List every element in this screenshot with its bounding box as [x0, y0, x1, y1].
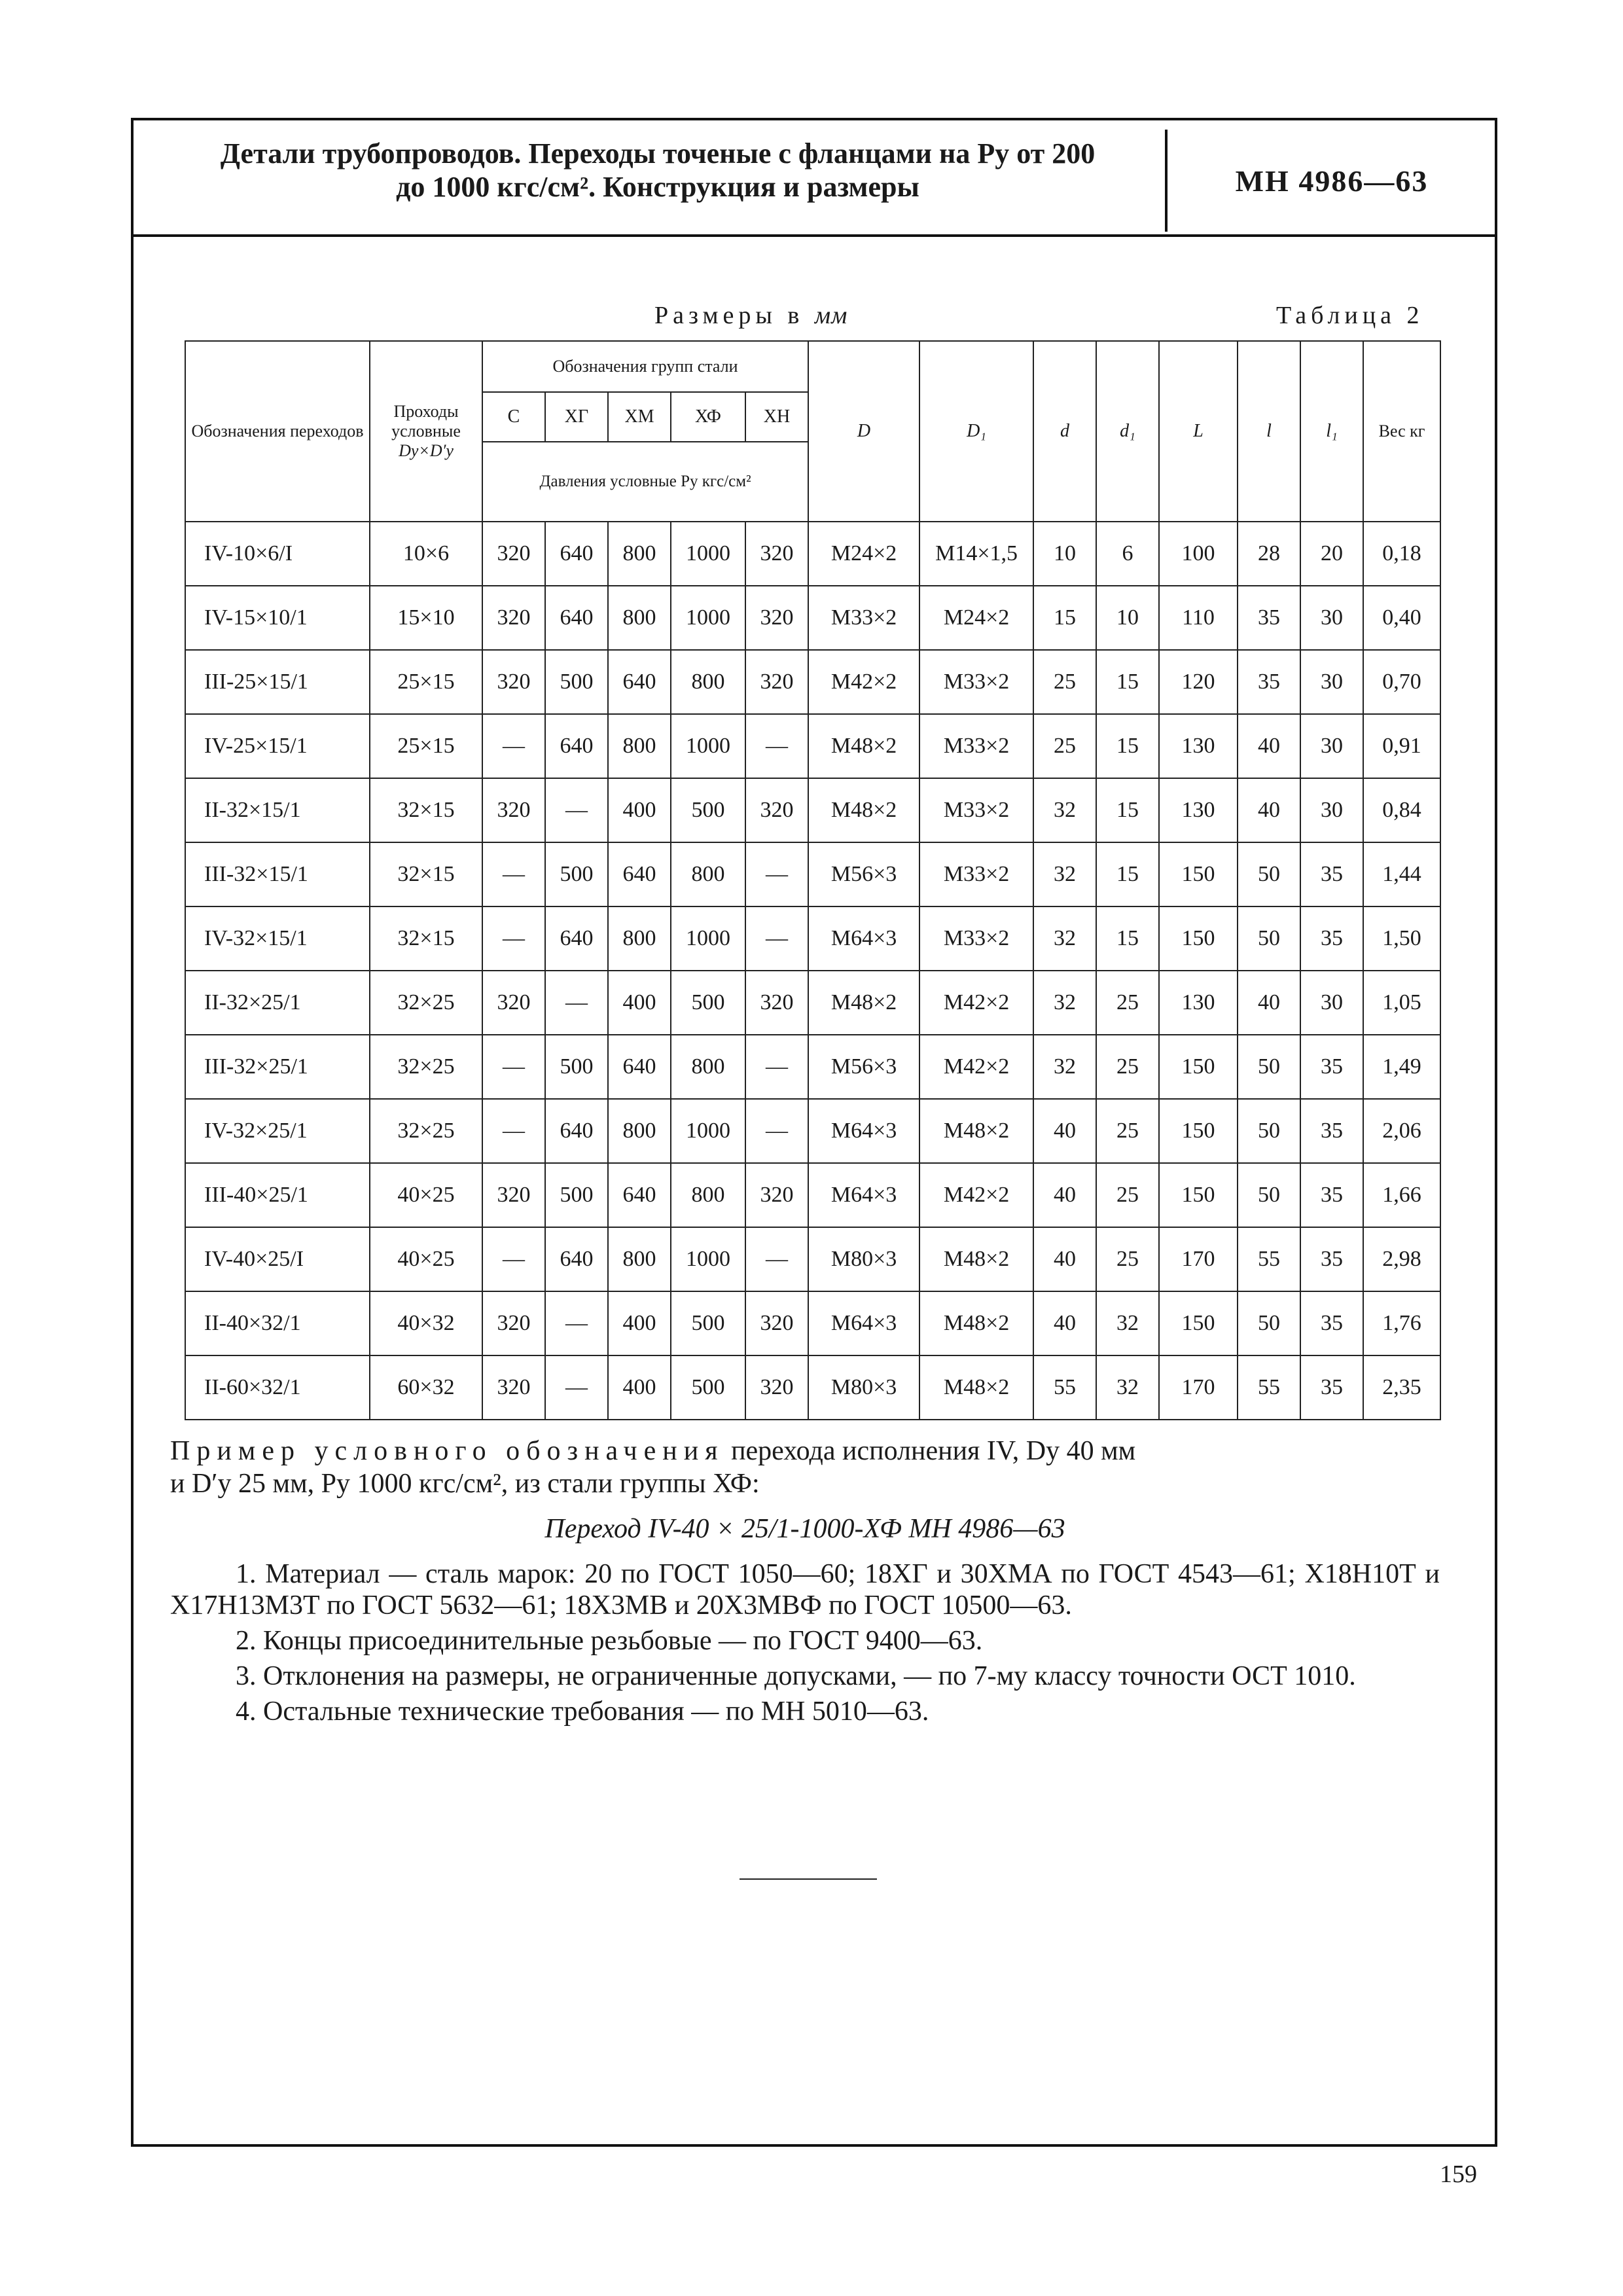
cell-pressure-xf: 1000	[671, 586, 745, 650]
cell-pressure-c: 320	[482, 586, 545, 650]
cell-l1: 35	[1300, 1355, 1363, 1420]
cell-l1: 30	[1300, 778, 1363, 842]
cell-pressure-xm: 640	[608, 650, 671, 714]
cell-pressure-xm: 640	[608, 842, 671, 906]
cell-pressure-c: 320	[482, 522, 545, 586]
table-row	[185, 1291, 1440, 1355]
cell-D1: М42×2	[919, 1035, 1033, 1099]
cell-d: 32	[1033, 842, 1096, 906]
cell-l1: 30	[1300, 650, 1363, 714]
header-pressure: Давления условные Pу кгс/см²	[482, 442, 808, 522]
table-row	[185, 1163, 1440, 1227]
cell-L: 130	[1159, 971, 1238, 1035]
cell-L: 170	[1159, 1227, 1238, 1291]
cell-L: 150	[1159, 1035, 1238, 1099]
units-caption-unit: мм	[814, 302, 848, 329]
document-code: МН 4986—63	[1235, 164, 1429, 198]
cell-l1: 35	[1300, 906, 1363, 971]
cell-L: 130	[1159, 714, 1238, 778]
cell-weight: 2,35	[1363, 1355, 1440, 1420]
table-row	[185, 586, 1440, 650]
cell-D1: М14×1,5	[919, 522, 1033, 586]
cell-pressure-xg: 500	[545, 842, 608, 906]
cell-d1: 25	[1096, 1163, 1159, 1227]
cell-D1: М33×2	[919, 650, 1033, 714]
cell-weight: 0,91	[1363, 714, 1440, 778]
cell-pressure-xf: 500	[671, 1355, 745, 1420]
cell-D: М80×3	[808, 1227, 919, 1291]
example-text-line-1: перехода исполнения IV, Dу 40 мм	[731, 1436, 1136, 1466]
table-caption: Таблица 2	[1276, 302, 1424, 329]
cell-weight: 0,40	[1363, 586, 1440, 650]
cell-pressure-xf: 1000	[671, 714, 745, 778]
cell-passage: 32×15	[370, 842, 482, 906]
cell-d1: 25	[1096, 1035, 1159, 1099]
cell-pressure-xf: 1000	[671, 1227, 745, 1291]
cell-pressure-xn: 320	[745, 971, 808, 1035]
cell-designation: IV-15×10/1	[185, 586, 370, 650]
cell-passage: 15×10	[370, 586, 482, 650]
cell-l: 50	[1238, 1099, 1300, 1163]
header-d: d	[1033, 341, 1096, 522]
cell-pressure-xn: —	[745, 906, 808, 971]
cell-weight: 1,49	[1363, 1035, 1440, 1099]
cell-pressure-xf: 500	[671, 778, 745, 842]
cell-L: 130	[1159, 778, 1238, 842]
cell-D1: М33×2	[919, 842, 1033, 906]
cell-d1: 15	[1096, 650, 1159, 714]
document-title	[170, 137, 1145, 204]
cell-d1: 15	[1096, 778, 1159, 842]
cell-pressure-xm: 400	[608, 1291, 671, 1355]
header-L: L	[1159, 341, 1238, 522]
cell-d: 32	[1033, 778, 1096, 842]
header-steel-xm: ХМ	[608, 392, 671, 442]
cell-D1: М48×2	[919, 1355, 1033, 1420]
table-row	[185, 714, 1440, 778]
cell-pressure-xg: —	[545, 1355, 608, 1420]
cell-D: М56×3	[808, 842, 919, 906]
cell-D1: М33×2	[919, 714, 1033, 778]
cell-pressure-xm: 800	[608, 714, 671, 778]
cell-designation: IV-10×6/I	[185, 522, 370, 586]
cell-L: 150	[1159, 1291, 1238, 1355]
cell-pressure-xf: 500	[671, 971, 745, 1035]
cell-l1: 30	[1300, 714, 1363, 778]
note-item: 4. Остальные технические требования — по МН 5010—63.	[236, 1696, 929, 1727]
cell-weight: 1,05	[1363, 971, 1440, 1035]
cell-designation: IV-40×25/I	[185, 1227, 370, 1291]
cell-l: 55	[1238, 1355, 1300, 1420]
cell-D: М64×3	[808, 1163, 919, 1227]
title-line-2: до 1000 кгс/см². Конструкция и размеры	[396, 170, 919, 203]
cell-weight: 1,66	[1363, 1163, 1440, 1227]
cell-pressure-xg: 500	[545, 1035, 608, 1099]
cell-D1: М33×2	[919, 906, 1033, 971]
cell-pressure-xg: 500	[545, 650, 608, 714]
cell-designation: II-32×25/1	[185, 971, 370, 1035]
dimensions-table-body	[185, 522, 1440, 1420]
units-caption	[654, 301, 847, 330]
header-l1: l₁	[1300, 341, 1363, 522]
cell-D1: М48×2	[919, 1291, 1033, 1355]
cell-designation: II-40×32/1	[185, 1291, 370, 1355]
cell-weight: 2,98	[1363, 1227, 1440, 1291]
cell-l: 55	[1238, 1227, 1300, 1291]
cell-passage: 32×15	[370, 778, 482, 842]
cell-d: 32	[1033, 1035, 1096, 1099]
cell-l: 35	[1238, 650, 1300, 714]
cell-designation: III-32×25/1	[185, 1035, 370, 1099]
cell-L: 150	[1159, 1099, 1238, 1163]
cell-pressure-xg: 640	[545, 906, 608, 971]
header-D: D	[808, 341, 919, 522]
cell-d1: 25	[1096, 971, 1159, 1035]
cell-pressure-xg: —	[545, 1291, 608, 1355]
cell-D: М48×2	[808, 778, 919, 842]
cell-pressure-xf: 500	[671, 1291, 745, 1355]
header-steel-xn: ХН	[745, 392, 808, 442]
cell-D: М64×3	[808, 1099, 919, 1163]
cell-pressure-c: —	[482, 714, 545, 778]
header-l: l	[1238, 341, 1300, 522]
cell-designation: II-32×15/1	[185, 778, 370, 842]
cell-pressure-xf: 1000	[671, 906, 745, 971]
cell-designation: III-40×25/1	[185, 1163, 370, 1227]
cell-D1: М48×2	[919, 1099, 1033, 1163]
cell-l: 40	[1238, 971, 1300, 1035]
cell-passage: 40×25	[370, 1227, 482, 1291]
cell-pressure-c: 320	[482, 1291, 545, 1355]
units-caption-label: Размеры в	[654, 302, 804, 329]
cell-pressure-xm: 400	[608, 971, 671, 1035]
closing-rule	[740, 1878, 877, 1880]
cell-pressure-xn: 320	[745, 1355, 808, 1420]
header-steel-c: С	[482, 392, 545, 442]
cell-l1: 35	[1300, 1163, 1363, 1227]
table-row	[185, 906, 1440, 971]
cell-passage: 25×15	[370, 714, 482, 778]
table-row	[185, 971, 1440, 1035]
cell-weight: 0,70	[1363, 650, 1440, 714]
cell-pressure-xg: 640	[545, 586, 608, 650]
cell-L: 100	[1159, 522, 1238, 586]
cell-pressure-c: 320	[482, 778, 545, 842]
header-passages-label: Проходы условные	[391, 402, 461, 440]
technical-notes	[170, 1559, 1440, 1731]
cell-L: 120	[1159, 650, 1238, 714]
cell-pressure-xg: 640	[545, 1099, 608, 1163]
cell-D: М80×3	[808, 1355, 919, 1420]
cell-d1: 32	[1096, 1291, 1159, 1355]
cell-l: 50	[1238, 842, 1300, 906]
example-formula: Переход IV-40 × 25/1-1000-ХФ МН 4986—63	[544, 1514, 1065, 1544]
header-designation: Обозначения переходов	[185, 341, 370, 522]
cell-l1: 30	[1300, 586, 1363, 650]
cell-pressure-xn: 320	[745, 586, 808, 650]
cell-d: 40	[1033, 1291, 1096, 1355]
cell-d: 32	[1033, 906, 1096, 971]
header-bottom-rule	[131, 234, 1495, 237]
cell-pressure-xn: —	[745, 842, 808, 906]
cell-weight: 1,44	[1363, 842, 1440, 906]
cell-d1: 6	[1096, 522, 1159, 586]
cell-d: 32	[1033, 971, 1096, 1035]
cell-pressure-xf: 800	[671, 1163, 745, 1227]
header-separator	[1165, 130, 1168, 232]
cell-l: 40	[1238, 714, 1300, 778]
cell-designation: III-25×15/1	[185, 650, 370, 714]
table-row	[185, 842, 1440, 906]
cell-D1: М33×2	[919, 778, 1033, 842]
cell-passage: 32×25	[370, 1099, 482, 1163]
cell-pressure-xn: —	[745, 1227, 808, 1291]
cell-pressure-xg: 640	[545, 714, 608, 778]
cell-designation: IV-32×25/1	[185, 1099, 370, 1163]
cell-d: 55	[1033, 1355, 1096, 1420]
header-passages-formula: Dу×D′у	[399, 441, 454, 460]
cell-D: М48×2	[808, 714, 919, 778]
cell-pressure-c: —	[482, 1099, 545, 1163]
cell-d1: 25	[1096, 1099, 1159, 1163]
table-row	[185, 1035, 1440, 1099]
header-steel-groups: Обозначения групп стали	[482, 341, 808, 392]
cell-weight: 1,50	[1363, 906, 1440, 971]
cell-pressure-c: —	[482, 1227, 545, 1291]
cell-l1: 35	[1300, 842, 1363, 906]
note-item: 3. Отклонения на размеры, не ограниченные допусками, — по 7-му классу точности ОСТ 1010.	[236, 1660, 1356, 1691]
cell-l1: 20	[1300, 522, 1363, 586]
cell-d: 10	[1033, 522, 1096, 586]
cell-l: 35	[1238, 586, 1300, 650]
cell-designation: III-32×15/1	[185, 842, 370, 906]
cell-L: 170	[1159, 1355, 1238, 1420]
table-row	[185, 1355, 1440, 1420]
cell-pressure-xn: 320	[745, 522, 808, 586]
cell-l1: 35	[1300, 1099, 1363, 1163]
cell-l: 28	[1238, 522, 1300, 586]
header-d1: d₁	[1096, 341, 1159, 522]
cell-pressure-xn: —	[745, 1099, 808, 1163]
cell-pressure-xm: 800	[608, 1099, 671, 1163]
cell-pressure-c: 320	[482, 1355, 545, 1420]
note-item: 2. Концы присоединительные резьбовые — по ГОСТ 9400—63.	[236, 1625, 983, 1656]
cell-d1: 32	[1096, 1355, 1159, 1420]
cell-pressure-xm: 640	[608, 1035, 671, 1099]
example-lead: Пример условного обозначения	[170, 1436, 724, 1466]
cell-L: 110	[1159, 586, 1238, 650]
table-row	[185, 778, 1440, 842]
cell-pressure-xg: 500	[545, 1163, 608, 1227]
cell-pressure-c: 320	[482, 650, 545, 714]
cell-pressure-xf: 800	[671, 1035, 745, 1099]
page-number: 159	[1440, 2161, 1477, 2188]
cell-d: 15	[1033, 586, 1096, 650]
cell-D: М33×2	[808, 586, 919, 650]
cell-pressure-xn: 320	[745, 650, 808, 714]
cell-pressure-xf: 800	[671, 650, 745, 714]
cell-D: М64×3	[808, 1291, 919, 1355]
cell-pressure-xm: 800	[608, 586, 671, 650]
cell-pressure-xf: 800	[671, 842, 745, 906]
cell-pressure-xf: 1000	[671, 522, 745, 586]
dimensions-table	[185, 340, 1441, 1420]
designation-example	[170, 1435, 1440, 1501]
cell-pressure-xf: 1000	[671, 1099, 745, 1163]
cell-pressure-c: —	[482, 906, 545, 971]
cell-pressure-xm: 800	[608, 906, 671, 971]
cell-D1: М24×2	[919, 586, 1033, 650]
cell-pressure-xn: —	[745, 714, 808, 778]
cell-pressure-xm: 400	[608, 778, 671, 842]
cell-l1: 35	[1300, 1035, 1363, 1099]
table-row	[185, 650, 1440, 714]
cell-passage: 10×6	[370, 522, 482, 586]
cell-passage: 32×25	[370, 1035, 482, 1099]
cell-designation: II-60×32/1	[185, 1355, 370, 1420]
header-D1: D₁	[919, 341, 1033, 522]
cell-weight: 1,76	[1363, 1291, 1440, 1355]
header-passages	[370, 341, 482, 522]
cell-l: 40	[1238, 778, 1300, 842]
cell-weight: 2,06	[1363, 1099, 1440, 1163]
cell-passage: 25×15	[370, 650, 482, 714]
title-line-1: Детали трубопроводов. Переходы точеные с фланцами на Pу от 200	[220, 137, 1096, 170]
cell-pressure-xg: —	[545, 778, 608, 842]
cell-l1: 35	[1300, 1291, 1363, 1355]
cell-pressure-c: 320	[482, 971, 545, 1035]
cell-d1: 15	[1096, 842, 1159, 906]
cell-d1: 10	[1096, 586, 1159, 650]
cell-pressure-xn: 320	[745, 1163, 808, 1227]
cell-pressure-xn: 320	[745, 778, 808, 842]
cell-d: 25	[1033, 650, 1096, 714]
cell-pressure-c: —	[482, 842, 545, 906]
cell-passage: 32×15	[370, 906, 482, 971]
cell-d: 25	[1033, 714, 1096, 778]
cell-L: 150	[1159, 906, 1238, 971]
cell-weight: 0,18	[1363, 522, 1440, 586]
header-weight: Вес кг	[1363, 341, 1440, 522]
cell-pressure-xn: —	[745, 1035, 808, 1099]
table-row	[185, 1227, 1440, 1291]
cell-d: 40	[1033, 1163, 1096, 1227]
cell-l: 50	[1238, 1291, 1300, 1355]
cell-pressure-xn: 320	[745, 1291, 808, 1355]
cell-D: М48×2	[808, 971, 919, 1035]
cell-l: 50	[1238, 1035, 1300, 1099]
frame-top-rule	[131, 118, 1495, 120]
cell-designation: IV-25×15/1	[185, 714, 370, 778]
header-steel-xf: ХФ	[671, 392, 745, 442]
cell-l1: 30	[1300, 971, 1363, 1035]
cell-D: М56×3	[808, 1035, 919, 1099]
cell-passage: 60×32	[370, 1355, 482, 1420]
cell-pressure-xm: 800	[608, 1227, 671, 1291]
cell-passage: 40×32	[370, 1291, 482, 1355]
cell-pressure-xm: 800	[608, 522, 671, 586]
cell-d1: 25	[1096, 1227, 1159, 1291]
cell-pressure-c: —	[482, 1035, 545, 1099]
table-row	[185, 1099, 1440, 1163]
cell-d: 40	[1033, 1099, 1096, 1163]
table-row	[185, 522, 1440, 586]
cell-l: 50	[1238, 906, 1300, 971]
cell-passage: 40×25	[370, 1163, 482, 1227]
cell-D1: М42×2	[919, 1163, 1033, 1227]
cell-designation: IV-32×15/1	[185, 906, 370, 971]
cell-D: М42×2	[808, 650, 919, 714]
cell-D: М64×3	[808, 906, 919, 971]
header-steel-xg: ХГ	[545, 392, 608, 442]
cell-pressure-c: 320	[482, 1163, 545, 1227]
cell-pressure-xm: 640	[608, 1163, 671, 1227]
cell-pressure-xm: 400	[608, 1355, 671, 1420]
cell-weight: 0,84	[1363, 778, 1440, 842]
cell-pressure-xg: 640	[545, 1227, 608, 1291]
cell-D: М24×2	[808, 522, 919, 586]
example-text-line-2: и D′у 25 мм, Pу 1000 кгс/см², из стали группы ХФ:	[170, 1469, 760, 1499]
cell-l1: 35	[1300, 1227, 1363, 1291]
cell-D1: М48×2	[919, 1227, 1033, 1291]
cell-d: 40	[1033, 1227, 1096, 1291]
cell-l: 50	[1238, 1163, 1300, 1227]
cell-d1: 15	[1096, 906, 1159, 971]
cell-L: 150	[1159, 1163, 1238, 1227]
cell-d1: 15	[1096, 714, 1159, 778]
cell-passage: 32×25	[370, 971, 482, 1035]
note-item: 1. Материал — сталь марок: 20 по ГОСТ 1050—60; 18ХГ и 30ХМА по ГОСТ 4543—61; Х18Н10Т и Х17Н13М3Т по ГОСТ 5632—61; 18Х3МВ и 20Х3МВФ по ГОСТ 10500—63.	[170, 1559, 1440, 1621]
cell-pressure-xg: 640	[545, 522, 608, 586]
frame-bottom-rule	[131, 2144, 1495, 2147]
cell-L: 150	[1159, 842, 1238, 906]
cell-D1: М42×2	[919, 971, 1033, 1035]
cell-pressure-xg: —	[545, 971, 608, 1035]
